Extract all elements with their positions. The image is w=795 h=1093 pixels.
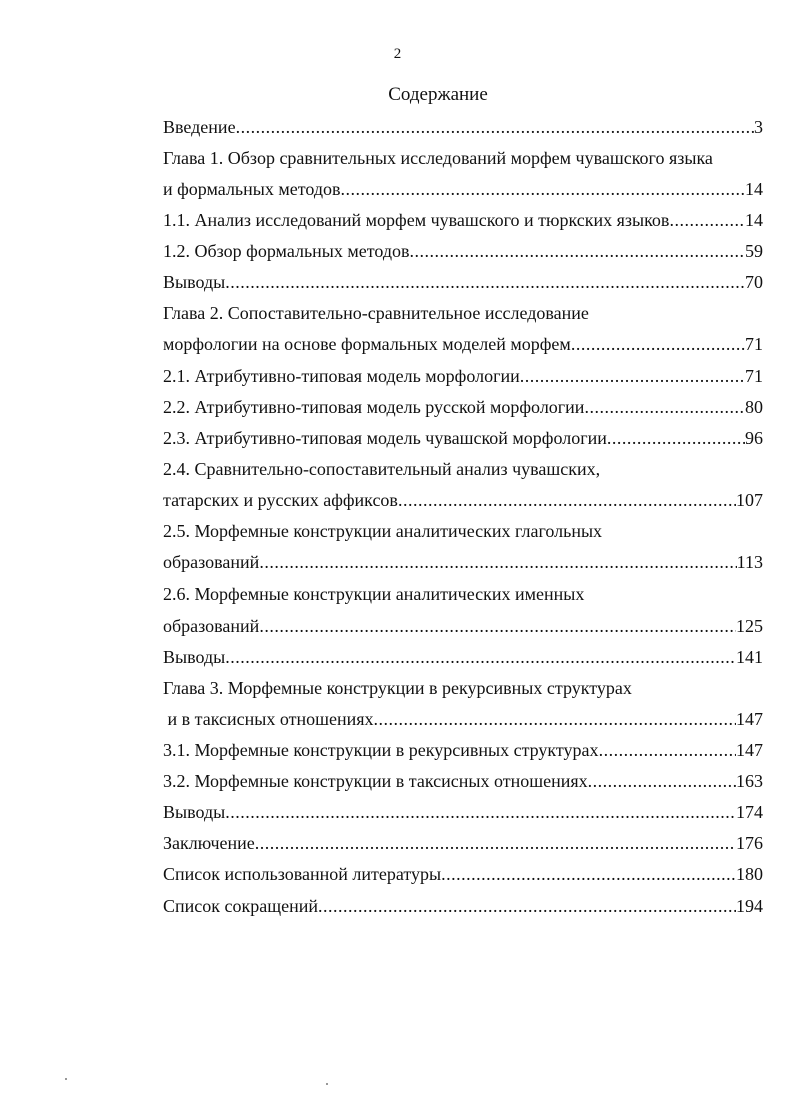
scan-speck xyxy=(65,1078,67,1080)
toc-entry-title: 1.1. Анализ исследований морфем чувашского и тюркских языков xyxy=(163,210,670,230)
toc-dot-leader xyxy=(588,769,736,793)
toc-dot-leader xyxy=(599,738,736,762)
toc-dot-leader xyxy=(259,550,736,574)
toc-entry-title: 2.2. Атрибутивно-типовая модель русской морфологии xyxy=(163,397,585,417)
toc-entry-title: морфологии на основе формальных моделей морфем xyxy=(163,334,571,354)
toc-entry xyxy=(163,582,763,606)
toc-entry-page: 180 xyxy=(736,864,763,884)
toc-entry-title: 2.4. Сравнительно-сопоставительный анализ чувашских, xyxy=(163,459,601,479)
toc-entry-page: 3 xyxy=(754,117,763,137)
toc-entry-title: Список сокращений xyxy=(163,896,318,916)
toc-entry xyxy=(163,769,763,793)
toc-entry-title: Выводы xyxy=(163,647,226,667)
toc-dot-leader xyxy=(669,208,745,232)
toc-entry xyxy=(163,457,763,481)
toc-entry-title: 1.2. Обзор формальных методов xyxy=(163,241,410,261)
toc-entry xyxy=(163,488,763,512)
toc-entry-page: 125 xyxy=(736,616,763,636)
toc-dot-leader xyxy=(398,488,736,512)
toc-entry-title: Список использованной литературы xyxy=(163,864,442,884)
toc-entry-page: 113 xyxy=(736,552,763,572)
toc-entry-page: 71 xyxy=(745,334,763,354)
toc-entry-page: 147 xyxy=(736,740,763,760)
toc-entry xyxy=(163,676,763,700)
toc-entry xyxy=(163,177,763,201)
toc-entry-page: 71 xyxy=(745,366,763,386)
toc-entry xyxy=(163,270,763,294)
toc-entry xyxy=(163,426,763,450)
toc-entry-title: и в таксисных отношениях xyxy=(163,709,374,729)
toc-entry-title: татарских и русских аффиксов xyxy=(163,490,398,510)
toc-entry-title: 2.3. Атрибутивно-типовая модель чувашской морфологии xyxy=(163,428,607,448)
toc-dot-leader xyxy=(441,862,736,886)
toc-dot-leader xyxy=(236,115,754,139)
toc-entry-title: и формальных методов xyxy=(163,179,341,199)
toc-dot-leader xyxy=(259,614,736,638)
toc-entry-page: 107 xyxy=(736,490,763,510)
toc-entry-title: Выводы xyxy=(163,802,226,822)
toc-entry-page: 141 xyxy=(736,647,763,667)
toc-dot-leader xyxy=(520,364,745,388)
toc-entry-page: 163 xyxy=(736,771,763,791)
toc-dot-leader xyxy=(318,894,736,918)
toc-entry-page: 14 xyxy=(745,210,763,230)
toc-entry-title: 2.6. Морфемные конструкции аналитических именных xyxy=(163,584,585,604)
toc-dot-leader xyxy=(374,707,737,731)
toc-entry-title: Глава 2. Сопоставительно-сравнительное исследование xyxy=(163,303,589,323)
toc-dot-leader xyxy=(225,800,736,824)
toc-entry-title: Глава 3. Морфемные конструкции в рекурсивных структурах xyxy=(163,678,632,698)
toc-entry xyxy=(163,645,763,669)
toc-entry-page: 70 xyxy=(745,272,763,292)
toc-entry xyxy=(163,738,763,762)
toc-entry-page: 176 xyxy=(736,833,763,853)
toc-entry xyxy=(163,208,763,232)
page-number: 2 xyxy=(393,46,402,62)
toc-dot-leader xyxy=(571,332,745,356)
toc-dot-leader xyxy=(410,239,745,263)
toc-entry xyxy=(163,614,763,638)
toc-entry xyxy=(163,146,763,170)
toc-entry xyxy=(163,332,763,356)
toc-dot-leader xyxy=(607,426,745,450)
toc-dot-leader xyxy=(584,395,745,419)
toc-entry-title: Выводы xyxy=(163,272,226,292)
toc-entry-page: 14 xyxy=(745,179,763,199)
toc-entry-page: 80 xyxy=(745,397,763,417)
page-title: Содержание xyxy=(388,84,488,105)
toc-dot-leader xyxy=(255,831,736,855)
toc-dot-leader xyxy=(225,270,745,294)
toc-entry xyxy=(163,395,763,419)
toc-entry-title: 3.2. Морфемные конструкции в таксисных отношениях xyxy=(163,771,588,791)
toc-entry-page: 194 xyxy=(736,896,763,916)
toc-entry-page: 96 xyxy=(745,428,763,448)
toc-dot-leader xyxy=(225,645,736,669)
toc-entry-title: Глава 1. Обзор сравнительных исследований морфем чувашского языка xyxy=(163,148,713,168)
toc-entry-title: 3.1. Морфемные конструкции в рекурсивных структурах xyxy=(163,740,599,760)
toc-entry xyxy=(163,831,763,855)
toc-entry-page: 174 xyxy=(736,802,763,822)
scan-speck xyxy=(326,1083,328,1085)
toc-entry-title: 2.5. Морфемные конструкции аналитических глагольных xyxy=(163,521,603,541)
toc-entry-page: 59 xyxy=(745,241,763,261)
toc-entry-title: образований xyxy=(163,616,260,636)
toc-entry xyxy=(163,800,763,824)
toc-entry xyxy=(163,239,763,263)
toc-entry-title: 2.1. Атрибутивно-типовая модель морфологии xyxy=(163,366,520,386)
toc-entry xyxy=(163,707,763,731)
toc-entry xyxy=(163,894,763,918)
toc-entry-title: Заключение xyxy=(163,833,255,853)
toc-entry xyxy=(163,519,763,543)
toc-entry xyxy=(163,364,763,388)
toc-entry xyxy=(163,115,763,139)
toc-entry-page: 147 xyxy=(736,709,763,729)
toc-dot-leader xyxy=(341,177,745,201)
toc-entry-title: Введение xyxy=(163,117,236,137)
toc-entry xyxy=(163,550,763,574)
toc-entry xyxy=(163,862,763,886)
toc-entry xyxy=(163,301,763,325)
toc-entry-title: образований xyxy=(163,552,260,572)
